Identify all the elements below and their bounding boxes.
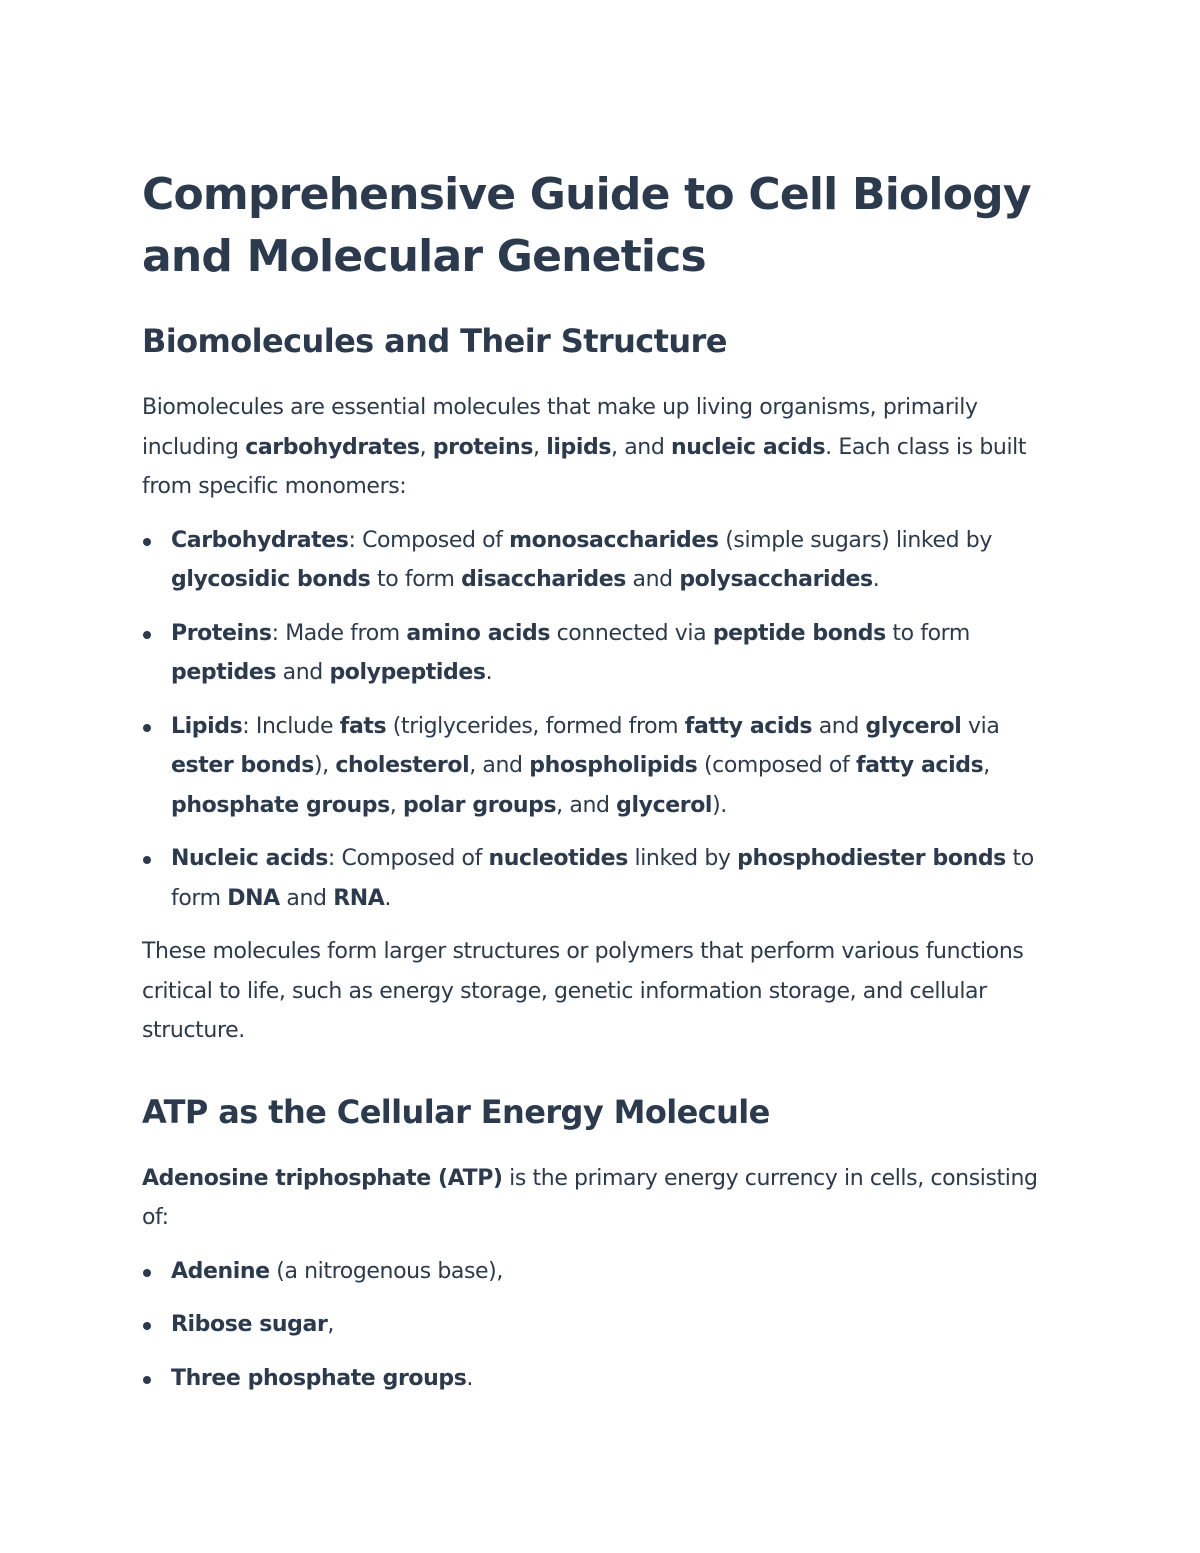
bullet-icon (143, 724, 151, 732)
section-atp (142, 1091, 1067, 1399)
list-item-adenine: Adenine (a nitrogenous base), (142, 1252, 1067, 1292)
bullet-icon (143, 1376, 151, 1384)
bullet-icon (143, 856, 151, 864)
intro-paragraph: Adenosine triphosphate (ATP) is the primary energy currency in cells, consisting of: (142, 1165, 1038, 1230)
document-page (142, 164, 1067, 1412)
outro-paragraph: These molecules form larger structures or polymers that perform various functions critical to life, such as energy storage, genetic information storage, and cellular structure. (142, 939, 1024, 1043)
section-heading: ATP as the Cellular Energy Molecule (142, 1092, 770, 1131)
list-item-ribose: Ribose sugar, (142, 1305, 1067, 1345)
list-item-carbohydrates: Carbohydrates: Composed of monosaccharides (simple sugars) linked by glycosidic bonds to form disaccharides and polysaccharides. (142, 521, 1067, 600)
atp-components-list (142, 1252, 1067, 1399)
biomolecule-list (142, 521, 1067, 919)
bullet-icon (143, 631, 151, 639)
bullet-icon (143, 1322, 151, 1330)
section-biomolecules (142, 320, 1067, 1051)
bullet-icon (143, 1269, 151, 1277)
list-item-nucleic-acids: Nucleic acids: Composed of nucleotides linked by phosphodiester bonds to form DNA and RNA. (142, 839, 1067, 918)
section-heading: Biomolecules and Their Structure (142, 322, 727, 360)
intro-paragraph: Biomolecules are essential molecules that make up living organisms, primarily including carbohydrates, proteins, lipids, and nucleic acids. Each class is built from specific monomers: (142, 395, 1027, 499)
bullet-icon (143, 538, 151, 546)
list-item-proteins: Proteins: Made from amino acids connected via peptide bonds to form peptides and polypeptides. (142, 614, 1067, 693)
list-item-lipids: Lipids: Include fats (triglycerides, formed from fatty acids and glycerol via ester bonds), cholesterol, and phospholipids (composed of fatty acids, phosphate groups, polar groups, and glycerol). (142, 707, 1067, 826)
document-title: Comprehensive Guide to Cell Biology and Molecular Genetics (142, 169, 1031, 282)
list-item-phosphate-groups: Three phosphate groups. (142, 1359, 1067, 1399)
